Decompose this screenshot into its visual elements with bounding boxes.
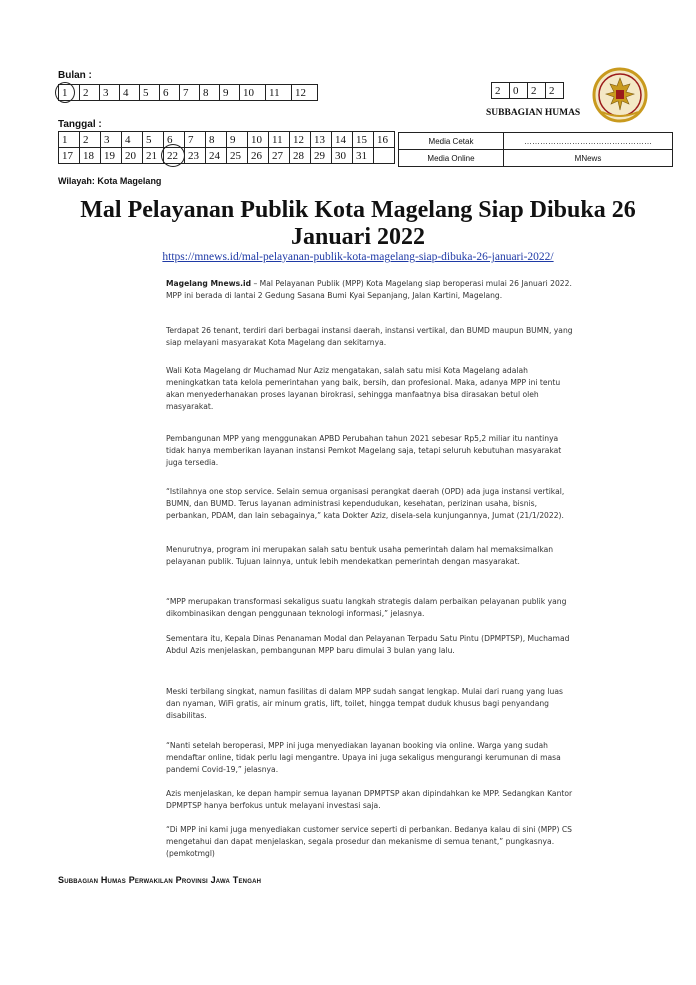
article-url-link[interactable]: https://mnews.id/mal-pelayanan-publik-kota-magelang-siap-dibuka-26-januari-2022/ [162,251,554,263]
article-paragraph: Wali Kota Magelang dr Muchamad Nur Aziz mengatakan, salah satu misi Kota Magelang adalah meningkatkan tata kelola pemerintahan yang baik, bersih, dan profesional. Maka, adanya MPP ini tentu akan menyederhanakan proses layanan birokrasi, sehingga manfaatnya bisa dirasakan betul oleh masyarakat. [166,366,561,411]
date-cell: 8 [206,132,227,148]
media-online-value: MNews [504,150,673,167]
article-paragraph: Pembangunan MPP yang menggunakan APBD Perubahan tahun 2021 sebesar Rp5,2 miliar itu nantinya tidak hanya memberikan layanan instansi Pemkot Magelang saja, tetapi seluruh kebutuhan masyarakat juga tersedia. [166,434,562,467]
date-cell: 14 [332,132,353,148]
date-cell: 30 [332,148,353,164]
tanggal-label: Tanggal : [58,119,102,130]
date-cell: 27 [269,148,290,164]
article-paragraph: Terdapat 26 tenant, terdiri dari berbagai instansi daerah, instansi vertikal, dan BUMD maupun BUMN, yang siap melayani masyarakat Kota Magelang dan sekitarnya. [166,326,573,347]
article-lead-bold: Magelang Mnews.id [166,279,252,288]
footer-text: Subbagian Humas Perwakilan Provinsi Jawa Tengah [58,875,262,885]
media-table [398,132,673,167]
month-cell: 10 [240,85,266,101]
date-grid [58,131,395,164]
date-cell: 26 [248,148,269,164]
date-cell: 22 [164,148,185,164]
date-cell: 17 [59,148,80,164]
date-cell: 20 [122,148,143,164]
article-paragraph: Sementara itu, Kepala Dinas Penanaman Modal dan Pelayanan Terpadu Satu Pintu (DPMPTSP), Muchamad Abdul Azis menjelaskan, pembangunan MPP baru dimulai 3 bulan yang lalu. [166,634,570,655]
date-cell: 10 [248,132,269,148]
date-cell: 16 [374,132,395,148]
date-cell: 25 [227,148,248,164]
article-paragraph: Menurutnya, program ini merupakan salah satu bentuk usaha pemerintah dalam hal memaksimalkan pelayanan publik. Tujuan lainnya, untuk lebih mendekatkan pemerintah dengan masyarakat. [166,545,554,566]
month-cell: 6 [160,85,180,101]
month-cell: 5 [140,85,160,101]
date-cell: 7 [185,132,206,148]
bulan-label: Bulan : [58,70,92,81]
article-paragraph: “Di MPP ini kami juga menyediakan customer service seperti di perbankan. Bedanya kalau di sini (MPP) CS mengetahui dan dapat menjelaskan, segala prosedur dan mekanisme di semua tenant,” pungkasnya. (pemkotmgl) [166,825,572,858]
article-paragraph: “Nanti setelah beroperasi, MPP ini juga menyediakan layanan booking via online. Warga yang sudah mendaftar online, tidak perlu lagi mengantre. Upaya ini juga sekaligus mengurangi kerumunan di masa pandemi Covid-19,” jelasnya. [166,741,561,774]
date-cell: 5 [143,132,164,148]
wilayah-label: Wilayah: Kota Magelang [58,176,162,186]
year-digit: 2 [546,83,564,99]
article-paragraph: Magelang Mnews.id – Mal Pelayanan Publik (MPP) Kota Magelang siap beroperasi mulai 26 Januari 2022. MPP ini berada di lantai 2 Gedung Sasana Bumi Kyai Sepanjang, Jalan Kartini, Magelang. [166,279,572,300]
date-cell: 23 [185,148,206,164]
year-grid [491,82,564,99]
org-label: SUBBAGIAN HUMAS [486,108,581,118]
media-online-label: Media Online [399,150,504,167]
date-cell: 31 [353,148,374,164]
month-cell: 7 [180,85,200,101]
date-cell: 13 [311,132,332,148]
date-cell: 12 [290,132,311,148]
article-paragraph: “Istilahnya one stop service. Selain semua organisasi perangkat daerah (OPD) ada juga instansi vertikal, BUMN, dan BUMD. Terus layanan administrasi kependudukan, kesehatan, perizinan usaha, bisnis, perbankan, PDAM, dan lain sebagainya,” kata Dokter Aziz, disela-sela kunjungannya, Jumat (21/1/2022). [166,487,565,520]
date-cell: 2 [80,132,101,148]
month-cell: 8 [200,85,220,101]
date-cell: 3 [101,132,122,148]
date-cell: 28 [290,148,311,164]
date-cell: 9 [227,132,248,148]
year-digit: 2 [528,83,546,99]
article-paragraph: Meski terbilang singkat, namun fasilitas di dalam MPP sudah sangat lengkap. Mulai dari ruang yang luas dan nyaman, WiFi gratis, air minum gratis, lift, toilet, hingga tempat duduk khusus bagi penyandang disabilitas. [166,687,563,720]
month-cell: 4 [120,85,140,101]
date-cell: 24 [206,148,227,164]
month-cell: 12 [292,85,318,101]
date-cell [374,148,395,164]
date-cell: 4 [122,132,143,148]
month-grid [58,84,318,101]
date-cell: 29 [311,148,332,164]
month-cell: 11 [266,85,292,101]
article-headline: Mal Pelayanan Publik Kota Magelang Siap Dibuka 26 Januari 2022 [80,197,636,250]
date-cell: 11 [269,132,290,148]
garuda-emblem-icon [592,66,648,124]
year-digit: 0 [510,83,528,99]
article-paragraph: Azis menjelaskan, ke depan hampir semua layanan DPMPTSP akan dipindahkan ke MPP. Sedangkan Kantor DPMPTSP hanya berfokus untuk melayani investasi saja. [166,789,573,810]
date-cell: 18 [80,148,101,164]
date-cell: 21 [143,148,164,164]
month-cell: 3 [100,85,120,101]
media-cetak-label: Media Cetak [399,133,504,150]
date-cell: 1 [59,132,80,148]
date-cell: 15 [353,132,374,148]
media-cetak-value: ………………………………………… [504,133,673,150]
date-cell: 6 [164,132,185,148]
article-paragraph: “MPP merupakan transformasi sekaligus suatu langkah strategis dalam perbaikan pelayanan publik yang dikombinasikan dengan penggunaan teknologi informasi,” jelasnya. [166,597,567,618]
month-cell: 9 [220,85,240,101]
month-cell: 1 [59,85,80,101]
date-cell: 19 [101,148,122,164]
year-digit: 2 [492,83,510,99]
month-cell: 2 [80,85,100,101]
